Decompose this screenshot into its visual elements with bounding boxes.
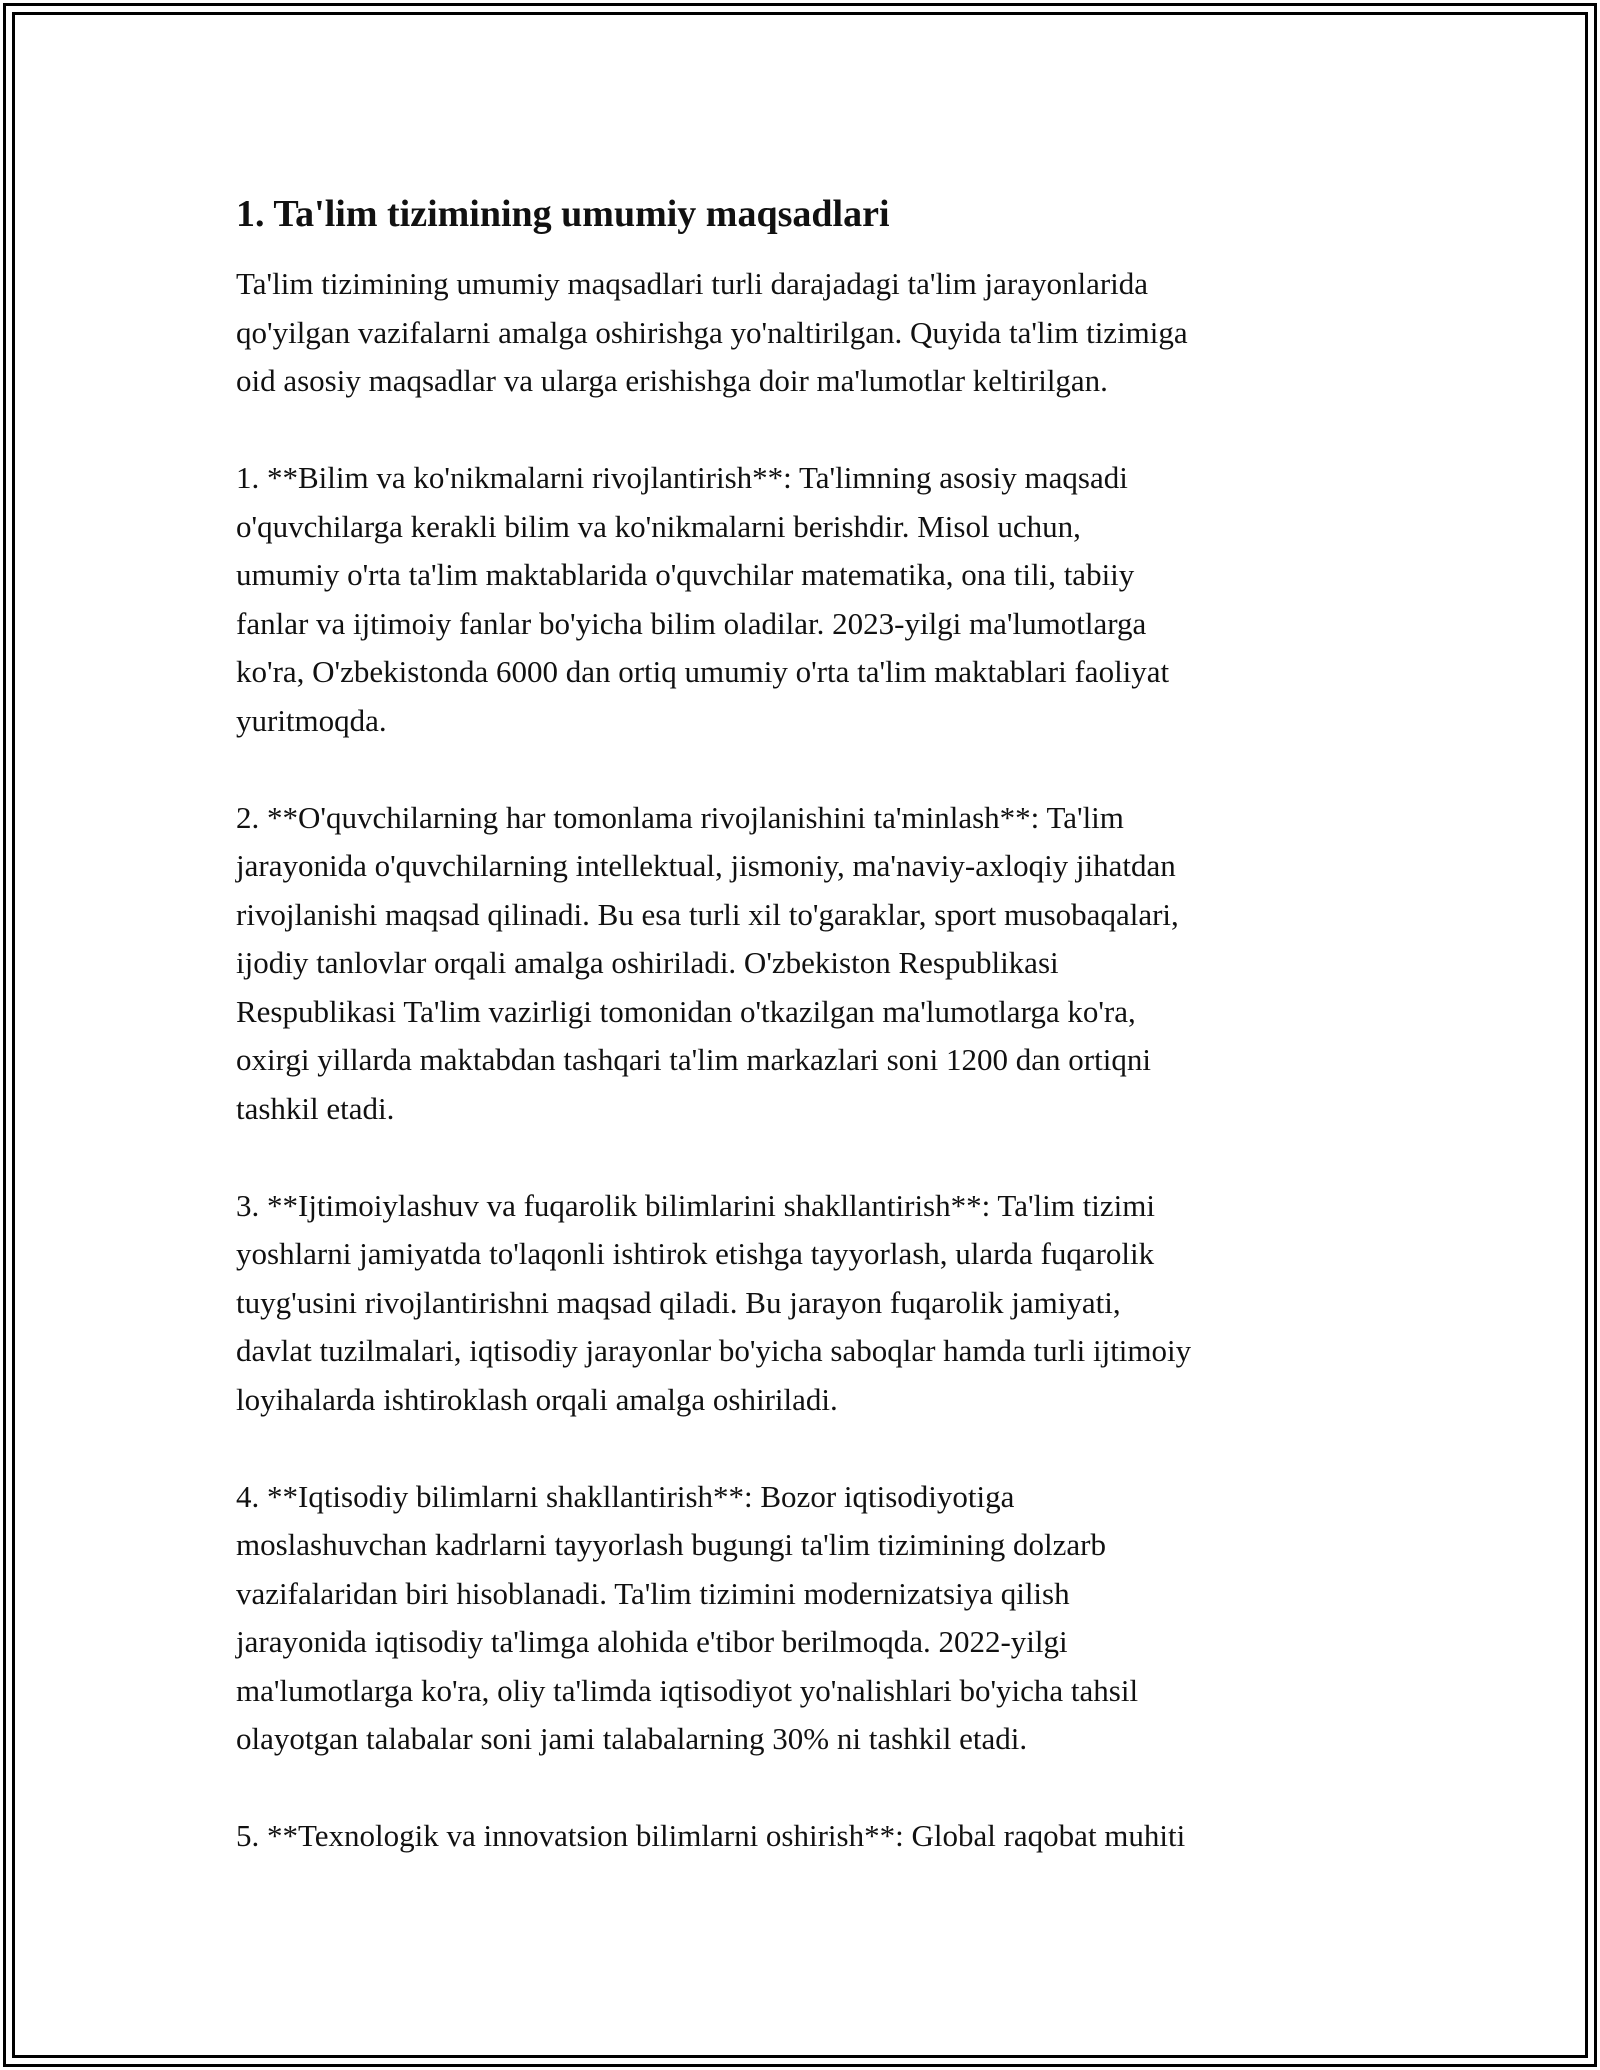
text-line: qo'yilgan vazifalarni amalga oshirishga yo'naltirilgan. Quyida ta'lim tizimiga bbox=[236, 314, 1188, 350]
text-line: davlat tuzilmalari, iqtisodiy jarayonlar bo'yicha saboqlar hamda turli ijtimoiy bbox=[236, 1333, 1192, 1368]
text-line: Ta'lim tizimining umumiy maqsadlari turli darajadagi ta'lim jarayonlarida bbox=[236, 266, 1149, 301]
text-line: Respublikasi Ta'lim vazirligi tomonidan o'tkazilgan ma'lumotlarga ko'ra, bbox=[236, 993, 1136, 1029]
list-item-3 bbox=[236, 1182, 1366, 1425]
text-line: ma'lumotlarga ko'ra, oliy ta'limda iqtisodiyot yo'nalishlari bo'yicha tahsil bbox=[236, 1672, 1139, 1708]
text-line: 3. **Ijtimoiylashuv va fuqarolik bilimlarini shakllantirish**: Ta'lim tizimi bbox=[236, 1187, 1155, 1223]
text-line: moslashuvchan kadrlarni tayyorlash bugungi ta'lim tizimining dolzarb bbox=[236, 1527, 1106, 1562]
text-line: rivojlanishi maqsad qilinadi. Bu esa turli xil to'garaklar, sport musobaqalari, bbox=[236, 896, 1179, 932]
text-line: 2. **O'quvchilarning har tomonlama rivojlanishini ta'minlash**: Ta'lim bbox=[236, 799, 1124, 835]
text-line: vazifalaridan biri hisoblanadi. Ta'lim tizimini modernizatsiya qilish bbox=[236, 1575, 1070, 1611]
text-line: tuyg'usini rivojlantirishni maqsad qiladi. Bu jarayon fuqarolik jamiyati, bbox=[236, 1284, 1121, 1320]
text-line: umumiy o'rta ta'lim maktablarida o'quvchilar matematika, ona tili, tabiiy bbox=[236, 557, 1135, 592]
text-line: jarayonida o'quvchilarning intellektual, jismoniy, ma'naviy-axloqiy jihatdan bbox=[236, 848, 1176, 883]
text-line: oxirgi yillarda maktabdan tashqari ta'lim markazlari soni 1200 dan ortiqni bbox=[236, 1042, 1151, 1077]
text-line: olayotgan talabalar soni jami talabalarning 30% ni tashkil etadi. bbox=[236, 1721, 1028, 1756]
text-line: 1. **Bilim va ko'nikmalarni rivojlantirish**: Ta'limning asosiy maqsadi bbox=[236, 460, 1128, 495]
text-line: oid asosiy maqsadlar va ularga erishishga doir ma'lumotlar keltirilgan. bbox=[236, 363, 1108, 398]
text-line: yoshlarni jamiyatda to'laqonli ishtirok etishga tayyorlash, ularda fuqarolik bbox=[236, 1236, 1155, 1271]
text-line: o'quvchilarga kerakli bilim va ko'nikmalarni berishdir. Misol uchun, bbox=[236, 508, 1081, 544]
list-item-2 bbox=[236, 794, 1366, 1134]
text-line: fanlar va ijtimoiy fanlar bo'yicha bilim oladilar. 2023-yilgi ma'lumotlarga bbox=[236, 605, 1147, 641]
list-item-1 bbox=[236, 454, 1366, 745]
list-item-5 bbox=[236, 1812, 1366, 1861]
text-line: ijodiy tanlovlar orqali amalga oshiriladi. O'zbekiston Respublikasi bbox=[236, 945, 1059, 980]
text-line: 5. **Texnologik va innovatsion bilimlarni oshirish**: Global raqobat muhiti bbox=[236, 1818, 1186, 1853]
list-item-4 bbox=[236, 1473, 1366, 1764]
text-line: ko'ra, O'zbekistonda 6000 dan ortiq umumiy o'rta ta'lim maktablari faoliyat bbox=[236, 654, 1170, 689]
section-title: 1. Ta'lim tizimining umumiy maqsadlari bbox=[236, 193, 890, 235]
text-line: tashkil etadi. bbox=[236, 1090, 395, 1126]
text-line: yuritmoqda. bbox=[236, 702, 387, 738]
text-line: 4. **Iqtisodiy bilimlarni shakllantirish**: Bozor iqtisodiyotiga bbox=[236, 1478, 1015, 1514]
text-line: jarayonida iqtisodiy ta'limga alohida e'tibor berilmoqda. 2022-yilgi bbox=[236, 1624, 1068, 1659]
intro-paragraph bbox=[236, 260, 1366, 406]
document-body bbox=[236, 188, 1366, 1909]
text-line: loyihalarda ishtiroklash orqali amalga oshiriladi. bbox=[236, 1381, 838, 1417]
